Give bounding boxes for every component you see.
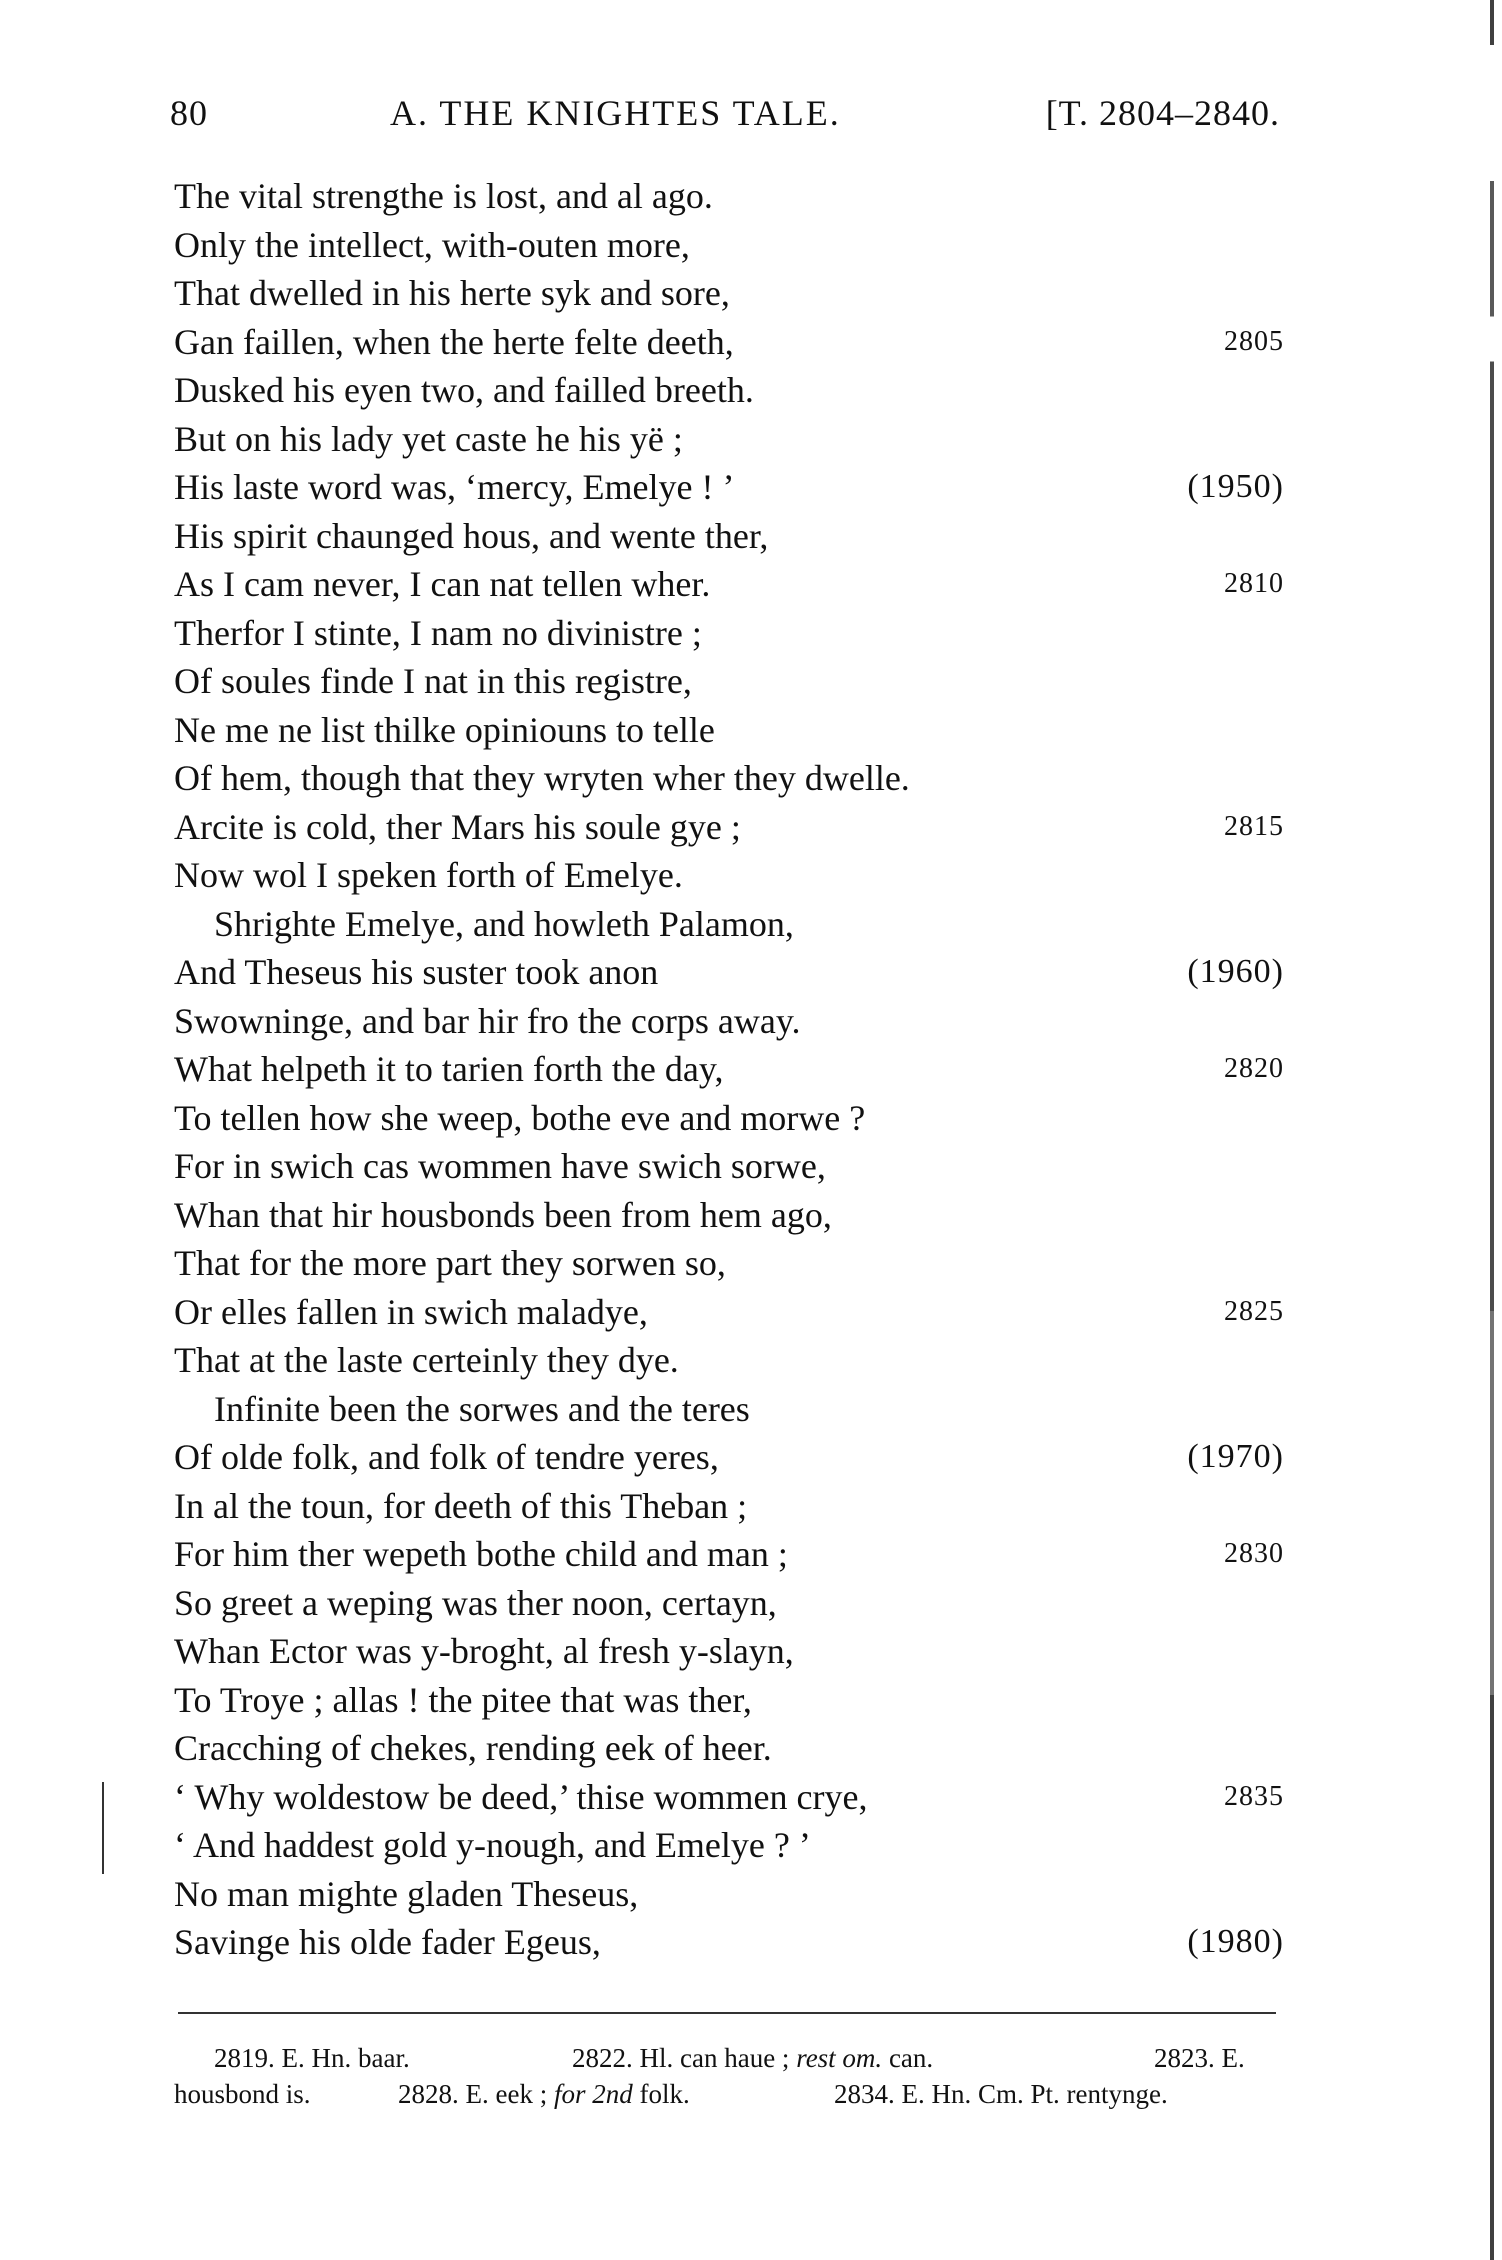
verse-line: [174, 1724, 1284, 1773]
verse-text: Infinite been the sorwes and the teres: [214, 1388, 750, 1429]
verse-line: [174, 1045, 1284, 1094]
verse-text: Of hem, though that they wryten wher they dwelle.: [174, 758, 910, 798]
footnote-2828-text: 2828. E. eek ;: [398, 2079, 548, 2109]
verse-text: That at the laste certeinly they dye.: [174, 1340, 679, 1380]
page-number: 80: [170, 93, 208, 133]
scan-edge-shadow: [1490, 0, 1494, 2260]
page-header: [170, 92, 1280, 142]
verse-line: [174, 657, 1284, 706]
verse-text: To tellen how she weep, bothe eve and morwe ?: [174, 1097, 866, 1138]
footnote-2822-italic: rest om.: [796, 2043, 883, 2073]
verse-line: [174, 1821, 1284, 1870]
verse-line: [174, 1482, 1284, 1531]
verse-line: [174, 1433, 1284, 1482]
verse-text: Ne me ne list thilke opiniouns to telle: [174, 709, 715, 750]
verse-line: [174, 172, 1284, 221]
verse-text: No man mighte gladen Theseus,: [174, 1873, 639, 1914]
verse-line: [174, 1918, 1284, 1967]
verse-text: His laste word was, ‘mercy, Emelye ! ’: [174, 467, 735, 507]
verse-line: [174, 948, 1284, 997]
verse-text: Dusked his eyen two, and failled breeth.: [174, 370, 754, 410]
footnote-2828-italic: for 2nd: [553, 2079, 633, 2109]
verse-text: Shrighte Emelye, and howleth Palamon,: [214, 903, 794, 944]
verse-line: [174, 754, 1284, 803]
verse-line: [174, 803, 1284, 852]
verse-line: [174, 1870, 1284, 1919]
footnote-2834: 2834. E. Hn. Cm. Pt. rentynge.: [834, 2079, 1168, 2109]
line-number: (1970): [1187, 1438, 1284, 1475]
verse-text: The vital strengthe is lost, and al ago.: [174, 176, 713, 216]
verse-text: That for the more part they sorwen so,: [174, 1243, 726, 1283]
verse-text: And Theseus his suster took anon: [174, 952, 659, 992]
verse-line: [174, 1385, 1284, 1434]
verse-line: [174, 463, 1284, 512]
verse-line: [174, 1336, 1284, 1385]
verse-line: [174, 1773, 1284, 1822]
verse-text: Therfor I stinte, I nam no divinistre ;: [174, 612, 702, 653]
verse-text: In al the toun, for deeth of this Theban ;: [174, 1485, 748, 1526]
footnote-2822: [572, 2040, 933, 2076]
verse-text: Whan Ector was y-broght, al fresh y-slayn,: [174, 1631, 794, 1671]
footnote-2823-cont: housbond is.: [174, 2079, 311, 2109]
footnote-rule: [178, 2012, 1276, 2014]
line-number: 2835: [1224, 1780, 1284, 1812]
line-number: 2830: [1224, 1538, 1284, 1569]
verse-line: [174, 415, 1284, 464]
verse-text: Cracching of chekes, rending eek of heer.: [174, 1728, 772, 1768]
verse-line: [174, 1191, 1284, 1240]
verse-line: [174, 560, 1284, 609]
verse-text: So greet a weping was ther noon, certayn,: [174, 1582, 777, 1623]
footnote-2822-text: 2822. Hl. can haue ;: [572, 2043, 790, 2073]
line-number: 2825: [1224, 1295, 1284, 1327]
line-number: (1980): [1187, 1923, 1284, 1960]
verse-line: [174, 851, 1284, 900]
verse-text: What helpeth it to tarien forth the day,: [174, 1049, 724, 1089]
verse-text: ‘ Why woldestow be deed,’ thise wommen crye,: [174, 1776, 868, 1817]
verse-line: [174, 1579, 1284, 1628]
verse-line: [174, 997, 1284, 1046]
margin-bracket: [102, 1782, 108, 1874]
verse-line: [174, 1094, 1284, 1143]
verse-text: Arcite is cold, ther Mars his soule gye ;: [174, 806, 741, 847]
verse-line: [174, 1627, 1284, 1676]
verse-line: [174, 512, 1284, 561]
footnote-row: [174, 2076, 1284, 2112]
verse-line: [174, 1239, 1284, 1288]
verse-text: Of olde folk, and folk of tendre yeres,: [174, 1437, 719, 1477]
verse-text: Now wol I speken forth of Emelye.: [174, 855, 683, 895]
verse-text: Whan that hir housbonds been from hem ago,: [174, 1194, 832, 1235]
verse-text: As I cam never, I can nat tellen wher.: [174, 564, 711, 604]
line-range: [T. 2804–2840.: [1045, 93, 1280, 133]
verse-text: That dwelled in his herte syk and sore,: [174, 273, 730, 313]
footnote-2823: 2823. E.: [1154, 2043, 1245, 2073]
line-number: 2810: [1224, 568, 1284, 599]
verse-line: [174, 900, 1284, 949]
verse-line: [174, 706, 1284, 755]
verse-block: [174, 172, 1284, 1967]
verse-line: [174, 1142, 1284, 1191]
line-number: (1950): [1187, 468, 1284, 505]
running-title: A. THE KNIGHTES TALE.: [390, 93, 841, 133]
verse-line: [174, 318, 1284, 367]
verse-text: His spirit chaunged hous, and wente ther,: [174, 515, 769, 556]
line-number: 2820: [1224, 1053, 1284, 1084]
verse-text: To Troye ; allas ! the pitee that was ther,: [174, 1679, 752, 1720]
verse-line: [174, 221, 1284, 270]
verse-text: Only the intellect, with-outen more,: [174, 224, 690, 265]
verse-line: [174, 269, 1284, 318]
verse-text: For him ther wepeth bothe child and man ;: [174, 1534, 788, 1574]
line-number: 2815: [1224, 810, 1284, 842]
verse-text: Savinge his olde fader Egeus,: [174, 1922, 601, 1962]
verse-text: Gan faillen, when the herte felte deeth,: [174, 321, 734, 362]
line-number: 2805: [1224, 325, 1284, 357]
footnote-2822-end: can.: [888, 2043, 934, 2073]
verse-text: But on his lady yet caste he his yë ;: [174, 418, 683, 459]
verse-line: [174, 609, 1284, 658]
verse-line: [174, 1530, 1284, 1579]
verse-text: Or elles fallen in swich maladye,: [174, 1291, 648, 1332]
footnote-row: [174, 2040, 1284, 2076]
footnotes: [174, 2040, 1284, 2112]
verse-text: ‘ And haddest gold y-nough, and Emelye ? ’: [174, 1825, 811, 1865]
verse-text: Swowninge, and bar hir fro the corps away.: [174, 1000, 801, 1041]
footnote-2828: [398, 2076, 690, 2112]
verse-line: [174, 1676, 1284, 1725]
footnote-2819: 2819. E. Hn. baar.: [214, 2043, 410, 2073]
line-number: (1960): [1187, 953, 1284, 990]
verse-line: [174, 366, 1284, 415]
verse-text: Of soules finde I nat in this registre,: [174, 661, 692, 701]
verse-text: For in swich cas wommen have swich sorwe,: [174, 1146, 826, 1186]
footnote-2828-end: folk.: [639, 2079, 690, 2109]
verse-line: [174, 1288, 1284, 1337]
